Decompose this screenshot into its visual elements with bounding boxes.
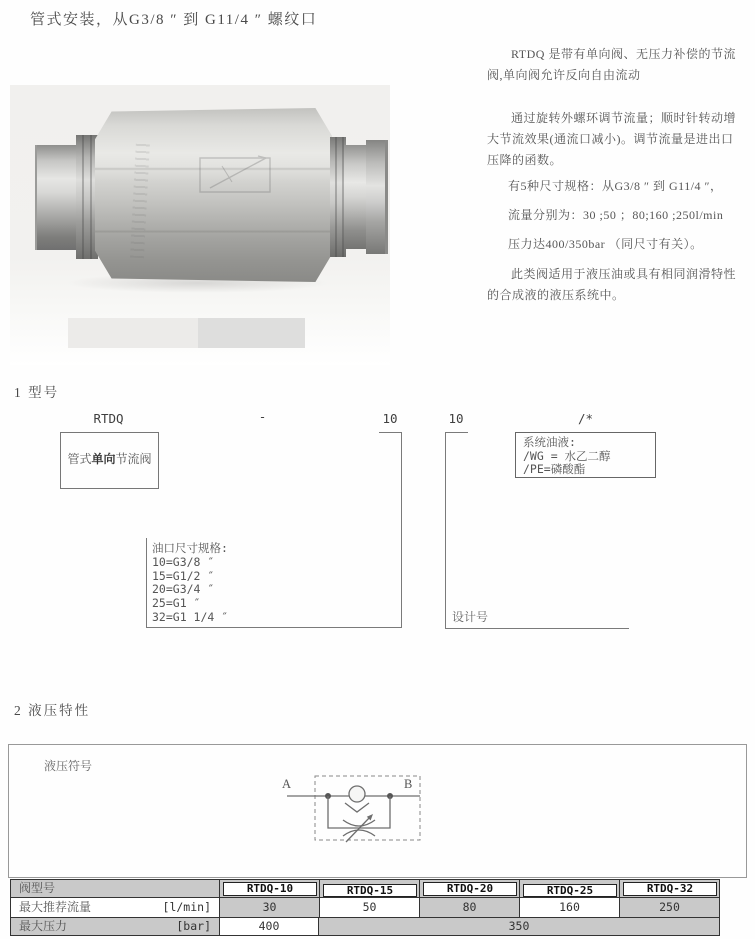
max-flow-value: 80 xyxy=(419,898,519,917)
intro-paragraph-2: 通过旋转外螺环调节流量；顺时针转动增大节流效果(通流口减小)。调节流量是进出口压降的函数。 xyxy=(487,111,737,167)
system-fluid-box xyxy=(515,432,656,478)
design-underline xyxy=(445,432,468,433)
intro-paragraph-4: 此类阀适用于液压油或具有相同润滑特性的合成液的液压系统中。 xyxy=(487,267,737,302)
valve-type-post: 节流阀 xyxy=(115,452,152,466)
hydraulic-symbol-label: 液压符号 xyxy=(44,759,93,773)
max-flow-unit: [l/min] xyxy=(162,900,211,914)
max-flow-label-cell xyxy=(11,898,219,917)
max-flow-value: 160 xyxy=(519,898,619,917)
model-code-prefix: RTDQ xyxy=(93,411,124,426)
design-number-label: 设计号 xyxy=(452,610,489,624)
column-divider xyxy=(619,880,620,897)
model-section-heading: 1 型号 xyxy=(14,385,60,400)
valve-hex-body xyxy=(95,108,332,282)
intro-paragraph-3-line: 流量分别为：30 ;50 ；80;160 ;250l/min xyxy=(508,208,724,222)
photo-background-patch xyxy=(68,318,198,348)
intro-paragraph-3 xyxy=(508,172,723,259)
model-code-fluid: /* xyxy=(577,411,594,426)
design-bottom-line xyxy=(445,628,629,629)
check-valve-seat xyxy=(345,803,369,812)
symbol-boundary-dashed-rect xyxy=(315,776,420,840)
model-code-design: 10 xyxy=(448,411,464,426)
column-divider xyxy=(319,880,320,897)
size-bottom-line xyxy=(146,627,402,628)
table-row-max-pressure xyxy=(11,918,719,935)
port-size-item: 25=G1 ″ xyxy=(152,596,201,611)
fluid-line: /PE=磷酸酯 xyxy=(523,462,586,476)
port-size-box xyxy=(152,542,228,625)
port-size-item: 32=G1 1/4 ″ xyxy=(152,609,229,624)
max-pressure-value-rest: 350 xyxy=(319,918,719,935)
size-drop-line xyxy=(401,432,402,628)
intro-paragraph-3-line: 压力达400/350bar （同尺寸有关）。 xyxy=(508,237,703,251)
max-pressure-label: 最大压力 xyxy=(19,919,68,933)
port-a-label: A xyxy=(282,777,292,791)
header-rtdq-25: RTDQ-25 xyxy=(523,884,617,897)
max-flow-label: 最大推荐流量 xyxy=(19,900,92,914)
column-divider xyxy=(219,880,220,897)
port-size-item: 20=G3/4 ″ xyxy=(152,582,215,597)
max-pressure-unit: [bar] xyxy=(176,919,211,933)
valve-right-lip xyxy=(366,140,388,254)
valve-right-port xyxy=(344,145,368,249)
max-flow-value: 50 xyxy=(319,898,419,917)
header-valve-model: 阀型号 xyxy=(19,881,56,895)
throttle-arc-lower xyxy=(343,830,375,836)
hydraulic-section-heading: 2 液压特性 xyxy=(14,703,91,718)
etched-text-streak xyxy=(130,140,150,259)
intro-paragraph-3-line: 有5种尺寸规格：从G3/8 ″ 到 G11/4 ″， xyxy=(508,179,723,193)
size-left-line xyxy=(146,538,147,628)
max-flow-value: 250 xyxy=(619,898,719,917)
valve-type-pre: 管式 xyxy=(67,452,92,466)
header-rtdq-10: RTDQ-10 xyxy=(223,882,317,896)
max-pressure-label-cell xyxy=(11,918,219,935)
size-underline xyxy=(379,432,402,433)
valve-type-bold: 单向 xyxy=(91,452,116,466)
port-b-label: B xyxy=(404,777,413,791)
header-rtdq-32: RTDQ-32 xyxy=(623,882,717,896)
header-rtdq-20: RTDQ-20 xyxy=(423,882,517,896)
spec-table xyxy=(10,879,720,936)
intro-paragraph-1: RTDQ 是带有单向阀、无压力补偿的节流阀,单向阀允许反向自由流动 xyxy=(487,47,736,82)
column-divider xyxy=(419,880,420,897)
fluid-line: 系统油液: xyxy=(523,435,576,449)
max-flow-value: 30 xyxy=(219,898,319,917)
throttle-arc-upper xyxy=(343,820,375,826)
port-size-title: 油口尺寸规格: xyxy=(152,541,228,555)
model-code-dash: - xyxy=(258,409,267,424)
etched-symbol xyxy=(170,148,300,208)
table-header-row xyxy=(11,880,719,898)
page-title: 管式安装，从G3/8 ″ 到 G11/4 ″ 螺纹口 xyxy=(30,12,318,28)
fluid-line: /WG = 水乙二醇 xyxy=(523,448,611,463)
product-photo xyxy=(10,85,390,365)
throttle-check-valve-symbol xyxy=(280,772,430,852)
throttle-adjust-arrow xyxy=(346,816,371,842)
table-row-max-flow xyxy=(11,898,719,918)
column-divider xyxy=(519,880,520,897)
header-rtdq-15: RTDQ-15 xyxy=(323,884,417,897)
valve-type-box xyxy=(60,432,159,489)
port-size-item: 15=G1/2 ″ xyxy=(152,568,215,583)
max-pressure-value-rtdq10: 400 xyxy=(219,918,319,935)
design-drop-line xyxy=(445,432,446,629)
model-code-size: 10 xyxy=(382,411,398,426)
port-size-item: 10=G3/8 ″ xyxy=(152,554,215,569)
valve-left-ring xyxy=(76,135,98,259)
check-valve-ball xyxy=(349,786,365,802)
photo-background-patch xyxy=(198,318,305,348)
